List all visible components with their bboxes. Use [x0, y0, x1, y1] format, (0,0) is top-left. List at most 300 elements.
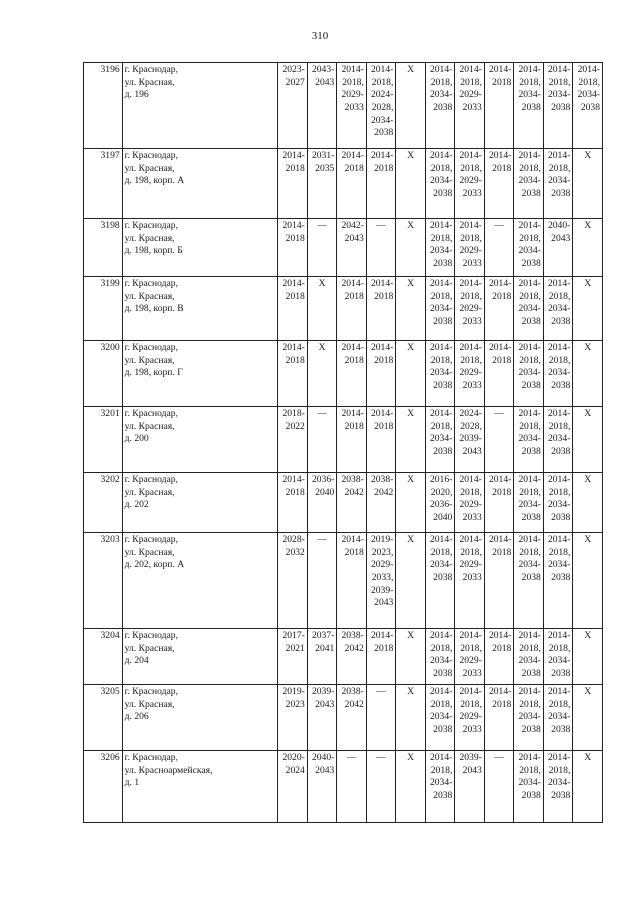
- period-text: 2034-: [518, 433, 541, 445]
- work-period-cell: [455, 407, 485, 473]
- period-text: 2018: [492, 546, 512, 558]
- period-text: 2043: [462, 764, 482, 776]
- work-period-cell: [396, 407, 426, 473]
- period-text: 2036-: [311, 474, 335, 485]
- period-text: 2034-: [429, 245, 453, 257]
- period-text: 2014-: [488, 474, 512, 485]
- period-text: 2018: [285, 290, 305, 302]
- period-text: 2018,: [371, 76, 394, 88]
- period-text: 2014-: [459, 474, 482, 485]
- address-cell: [122, 149, 278, 219]
- period-text: 2018: [344, 162, 364, 174]
- period-text: 2014-: [429, 630, 453, 641]
- period-text: 2029-: [341, 89, 364, 101]
- period-text: 2028,: [460, 420, 482, 432]
- period-text: 2018,: [519, 698, 541, 710]
- period-text: 2042-: [341, 220, 364, 231]
- record-number: 3199: [84, 277, 123, 341]
- table-row: [84, 407, 603, 473]
- period-text: 2014-: [518, 278, 541, 289]
- work-period-cell: [366, 629, 396, 685]
- work-period-cell: [543, 685, 573, 751]
- work-period-cell: [396, 685, 426, 751]
- period-text: 2018,: [548, 642, 571, 654]
- address-line: ул. Красная,: [124, 546, 175, 558]
- work-period-cell: [543, 407, 573, 473]
- period-text: 2034-: [429, 303, 453, 315]
- period-text: X: [407, 752, 415, 763]
- work-period-cell: [543, 341, 573, 407]
- period-text: 2033,: [371, 571, 394, 583]
- work-period-cell: [337, 533, 367, 629]
- address-line: д. 198, корп. Б: [124, 245, 183, 257]
- work-period-cell: [573, 407, 603, 473]
- period-text: 2018: [492, 642, 512, 654]
- period-text: 2018,: [460, 290, 482, 302]
- work-period-cell: [396, 149, 426, 219]
- work-period-cell: [514, 341, 544, 407]
- work-period-cell: [278, 277, 308, 341]
- period-text: X: [318, 342, 326, 353]
- period-text: 2038: [433, 667, 453, 679]
- period-text: 2018,: [519, 546, 541, 558]
- period-text: 2034-: [547, 655, 571, 667]
- work-period-cell: [455, 219, 485, 277]
- work-period-cell: [337, 277, 367, 341]
- period-text: 2029-: [459, 559, 482, 571]
- period-text: 2018: [344, 290, 364, 302]
- period-text: 2034-: [518, 89, 541, 101]
- period-text: 2018,: [548, 354, 571, 366]
- work-period-cell: [278, 219, 308, 277]
- period-text: 2018,: [460, 486, 482, 498]
- work-period-cell: [337, 63, 367, 149]
- work-period-cell: [366, 473, 396, 533]
- period-text: 2038: [374, 127, 394, 139]
- period-text: X: [407, 342, 415, 353]
- address-line: г. Краснодар,: [124, 752, 179, 763]
- work-period-cell: [484, 685, 514, 751]
- period-text: 2038: [551, 789, 571, 801]
- address-line: ул. Красная,: [124, 162, 175, 174]
- period-text: 2029-: [459, 303, 482, 315]
- address-line: ул. Красная,: [124, 232, 175, 244]
- period-text: 2018,: [430, 162, 453, 174]
- period-text: 2014-: [341, 64, 364, 75]
- period-text: 2024-: [370, 89, 394, 101]
- period-text: 2014-: [459, 686, 482, 697]
- period-text: 2014-: [547, 278, 571, 289]
- period-text: 2014-: [547, 534, 571, 545]
- address-line: ул. Красная,: [124, 290, 175, 302]
- period-text: 2014-: [282, 474, 305, 485]
- period-text: 2038: [433, 257, 453, 269]
- period-text: 2038: [521, 187, 541, 199]
- work-period-cell: [455, 629, 485, 685]
- period-text: 2029-: [459, 499, 482, 511]
- period-text: 2034-: [429, 89, 453, 101]
- period-text: 2018,: [430, 420, 453, 432]
- record-number: 3196: [84, 63, 123, 149]
- period-text: 2034-: [547, 433, 571, 445]
- work-period-cell: [425, 533, 455, 629]
- period-text: 2014-: [459, 220, 482, 231]
- period-text: 2018,: [519, 76, 541, 88]
- work-period-cell: [455, 341, 485, 407]
- work-period-cell: [543, 149, 573, 219]
- record-number: 3203: [84, 533, 123, 629]
- period-text: 2033: [462, 257, 482, 269]
- period-text: 2018: [492, 486, 512, 498]
- work-period-cell: [573, 751, 603, 823]
- period-text: 2029-: [459, 89, 482, 101]
- work-period-cell: [278, 341, 308, 407]
- work-period-cell: [278, 63, 308, 149]
- period-text: 2034-: [518, 655, 541, 667]
- period-text: 2018: [374, 290, 394, 302]
- work-period-cell: [366, 219, 396, 277]
- work-period-cell: [307, 685, 337, 751]
- period-text: 2043-: [311, 64, 335, 75]
- period-text: 2023,: [371, 546, 394, 558]
- period-text: 2034-: [547, 777, 571, 789]
- period-text: X: [584, 342, 592, 353]
- period-text: 2018,: [548, 290, 571, 302]
- period-text: 2034-: [429, 559, 453, 571]
- period-text: X: [584, 220, 592, 231]
- period-text: 2040-: [547, 220, 571, 231]
- period-text: 2033: [462, 187, 482, 199]
- period-text: 2014-: [370, 64, 394, 75]
- period-text: 2014-: [341, 150, 364, 161]
- period-text: 2038: [521, 315, 541, 327]
- period-text: 2018: [344, 546, 364, 558]
- period-text: 2014-: [429, 686, 453, 697]
- period-text: 2014-: [518, 64, 541, 75]
- period-text: 2038: [521, 723, 541, 735]
- period-text: 2018: [374, 354, 394, 366]
- work-period-cell: [307, 533, 337, 629]
- period-text: 2038-: [370, 474, 394, 485]
- record-number: 3198: [84, 219, 123, 277]
- work-period-cell: [278, 751, 308, 823]
- period-text: X: [407, 150, 415, 161]
- work-period-cell: [307, 63, 337, 149]
- period-text: 2014-: [547, 752, 571, 763]
- work-period-cell: [514, 533, 544, 629]
- work-period-cell: [337, 407, 367, 473]
- table-row: [84, 533, 603, 629]
- address-cell: [122, 533, 278, 629]
- work-period-cell: [366, 341, 396, 407]
- period-text: 2034-: [429, 175, 453, 187]
- address-line: д. 198, корп. Г: [124, 367, 183, 379]
- period-text: 2043: [315, 76, 335, 88]
- work-period-cell: [543, 219, 573, 277]
- work-period-cell: [278, 629, 308, 685]
- period-text: 2018,: [519, 354, 541, 366]
- period-text: X: [407, 686, 415, 697]
- period-text: 2043: [315, 764, 335, 776]
- period-text: 2018: [374, 420, 394, 432]
- period-text: 2014-: [547, 474, 571, 485]
- period-text: X: [407, 408, 415, 419]
- period-text: 2018: [492, 698, 512, 710]
- table-row: [84, 277, 603, 341]
- address-line: ул. Красная,: [124, 76, 175, 88]
- period-text: 2014-: [370, 150, 394, 161]
- address-line: д. 198, корп. А: [124, 175, 185, 187]
- period-text: 2034-: [429, 711, 453, 723]
- address-line: г. Краснодар,: [124, 342, 179, 353]
- period-text: 2018,: [519, 764, 541, 776]
- period-text: 2038: [433, 101, 453, 113]
- period-text: 2043: [462, 445, 482, 457]
- period-text: 2038: [551, 511, 571, 523]
- address-cell: [122, 277, 278, 341]
- work-period-cell: [514, 751, 544, 823]
- period-text: 2014-: [488, 686, 512, 697]
- period-text: 2018,: [519, 642, 541, 654]
- period-text: 2038-: [341, 630, 364, 641]
- work-period-cell: [543, 63, 573, 149]
- period-text: 2014-: [518, 342, 541, 353]
- period-text: 2038: [433, 723, 453, 735]
- work-period-cell: [366, 685, 396, 751]
- period-text: —: [376, 752, 386, 763]
- period-text: X: [584, 534, 592, 545]
- period-text: 2034-: [547, 711, 571, 723]
- period-text: —: [346, 752, 357, 763]
- period-text: 2034-: [577, 89, 600, 101]
- period-text: 2034-: [547, 89, 571, 101]
- period-text: 2038: [433, 187, 453, 199]
- address-line: г. Краснодар,: [124, 220, 179, 231]
- address-line: г. Краснодар,: [124, 630, 179, 641]
- period-text: 2014-: [282, 342, 305, 353]
- work-period-cell: [396, 219, 426, 277]
- period-text: 2038: [433, 445, 453, 457]
- period-text: 2034-: [518, 367, 541, 379]
- period-text: 2018,: [548, 486, 571, 498]
- period-text: 2038: [521, 445, 541, 457]
- period-text: 2018,: [548, 764, 571, 776]
- work-period-cell: [366, 751, 396, 823]
- work-period-cell: [484, 751, 514, 823]
- period-text: X: [407, 64, 415, 75]
- period-text: 2019-: [282, 686, 305, 697]
- work-period-cell: [455, 751, 485, 823]
- period-text: 2034-: [518, 777, 541, 789]
- table-row: [84, 629, 603, 685]
- period-text: 2038: [551, 187, 571, 199]
- work-period-cell: [573, 277, 603, 341]
- period-text: 2038-: [341, 474, 364, 485]
- period-text: X: [584, 630, 592, 641]
- work-period-cell: [514, 473, 544, 533]
- period-text: 2033: [462, 667, 482, 679]
- period-text: 2018: [374, 642, 394, 654]
- work-period-cell: [278, 533, 308, 629]
- period-text: 2038-: [341, 686, 364, 697]
- address-line: г. Краснодар,: [124, 474, 179, 485]
- period-text: 2039-: [311, 686, 335, 697]
- address-cell: [122, 407, 278, 473]
- period-text: 2038: [433, 571, 453, 583]
- period-text: 2014-: [459, 342, 482, 353]
- period-text: 2014-: [282, 278, 305, 289]
- period-text: —: [317, 408, 327, 419]
- work-period-cell: [514, 629, 544, 685]
- work-period-cell: [366, 63, 396, 149]
- period-text: 2014-: [370, 342, 394, 353]
- period-text: 2029-: [370, 559, 394, 571]
- work-period-cell: [396, 629, 426, 685]
- page-number: 310: [311, 30, 329, 42]
- work-period-cell: [366, 277, 396, 341]
- period-text: X: [407, 278, 415, 289]
- period-text: 2038: [433, 379, 453, 391]
- period-text: 2018,: [460, 232, 482, 244]
- period-text: 2029-: [459, 711, 482, 723]
- period-text: 2038: [433, 315, 453, 327]
- period-text: 2039-: [459, 752, 482, 763]
- work-period-cell: [573, 63, 603, 149]
- period-text: 2018,: [460, 354, 482, 366]
- work-period-cell: [425, 685, 455, 751]
- period-text: 2034-: [518, 175, 541, 187]
- period-text: 2014-: [459, 278, 482, 289]
- period-text: X: [407, 474, 415, 485]
- period-text: 2038: [521, 789, 541, 801]
- work-period-cell: [307, 751, 337, 823]
- address-line: д. 202, корп. А: [124, 559, 185, 571]
- period-text: 2034-: [518, 559, 541, 571]
- work-period-cell: [425, 629, 455, 685]
- period-text: 2018,: [430, 698, 453, 710]
- work-period-cell: [425, 407, 455, 473]
- work-period-cell: [455, 533, 485, 629]
- work-period-cell: [455, 63, 485, 149]
- period-text: 2018,: [548, 698, 571, 710]
- period-text: 2038: [551, 723, 571, 735]
- period-text: 2014-: [370, 278, 394, 289]
- period-text: 2034-: [547, 367, 571, 379]
- address-line: г. Краснодар,: [124, 534, 179, 545]
- table-row: [84, 341, 603, 407]
- period-text: 2034-: [429, 777, 453, 789]
- period-text: 2038: [551, 571, 571, 583]
- period-text: 2014-: [341, 534, 364, 545]
- work-period-cell: [514, 149, 544, 219]
- period-text: 2018: [285, 354, 305, 366]
- period-text: 2018,: [342, 76, 364, 88]
- period-text: 2018: [344, 354, 364, 366]
- period-text: 2038: [433, 789, 453, 801]
- work-period-cell: [425, 219, 455, 277]
- address-line: д. 198, корп. В: [124, 303, 184, 315]
- period-text: 2016-: [429, 474, 453, 485]
- period-text: 2041: [315, 642, 335, 654]
- work-period-cell: [425, 341, 455, 407]
- period-text: 2018,: [548, 76, 571, 88]
- period-text: 2038: [551, 315, 571, 327]
- period-text: 2018: [374, 162, 394, 174]
- period-text: 2018,: [548, 420, 571, 432]
- address-line: г. Краснодар,: [124, 408, 179, 419]
- work-period-cell: [543, 473, 573, 533]
- period-text: 2028,: [371, 101, 394, 113]
- period-text: 2033: [344, 101, 364, 113]
- address-line: д. 200: [124, 433, 149, 445]
- period-text: 2018,: [460, 546, 482, 558]
- work-period-cell: [573, 341, 603, 407]
- work-period-cell: [484, 629, 514, 685]
- period-text: 2040: [315, 486, 335, 498]
- period-text: 2018,: [548, 162, 571, 174]
- work-period-cell: [307, 277, 337, 341]
- table-row: [84, 149, 603, 219]
- work-period-cell: [278, 685, 308, 751]
- period-text: 2014-: [518, 220, 541, 231]
- period-text: 2018: [285, 232, 305, 244]
- period-text: 2018,: [548, 546, 571, 558]
- period-text: 2032: [285, 546, 305, 558]
- period-text: 2018,: [430, 764, 453, 776]
- period-text: 2014-: [547, 686, 571, 697]
- work-period-cell: [396, 341, 426, 407]
- period-text: 2014-: [370, 630, 394, 641]
- period-text: 2042: [374, 486, 394, 498]
- work-period-cell: [337, 341, 367, 407]
- period-text: X: [584, 686, 592, 697]
- period-text: 2038: [521, 667, 541, 679]
- period-text: 2037-: [311, 630, 335, 641]
- period-text: 2018: [344, 420, 364, 432]
- period-text: 2014-: [282, 220, 305, 231]
- period-text: 2014-: [518, 686, 541, 697]
- period-text: 2014-: [282, 150, 305, 161]
- address-line: ул. Красная,: [124, 486, 175, 498]
- period-text: 2018: [492, 76, 512, 88]
- period-text: 2033: [462, 511, 482, 523]
- period-text: 2018,: [519, 290, 541, 302]
- period-text: 2014-: [518, 752, 541, 763]
- work-period-cell: [337, 751, 367, 823]
- period-text: 2018-: [282, 408, 305, 419]
- table-row: [84, 63, 603, 149]
- period-text: 2029-: [459, 655, 482, 667]
- period-text: 2014-: [488, 64, 512, 75]
- work-period-cell: [514, 277, 544, 341]
- period-text: 2018,: [519, 486, 541, 498]
- record-number: 3200: [84, 341, 123, 407]
- period-text: X: [318, 278, 326, 289]
- period-text: X: [407, 534, 415, 545]
- address-cell: [122, 63, 278, 149]
- period-text: 2018: [492, 354, 512, 366]
- period-text: 2014-: [459, 64, 482, 75]
- period-text: 2023: [285, 698, 305, 710]
- period-text: 2034-: [370, 114, 394, 126]
- work-period-cell: [543, 533, 573, 629]
- period-text: X: [584, 752, 592, 763]
- work-period-cell: [573, 473, 603, 533]
- record-number: 3201: [84, 407, 123, 473]
- period-text: 2043: [551, 232, 571, 244]
- address-cell: [122, 629, 278, 685]
- period-text: X: [407, 220, 415, 231]
